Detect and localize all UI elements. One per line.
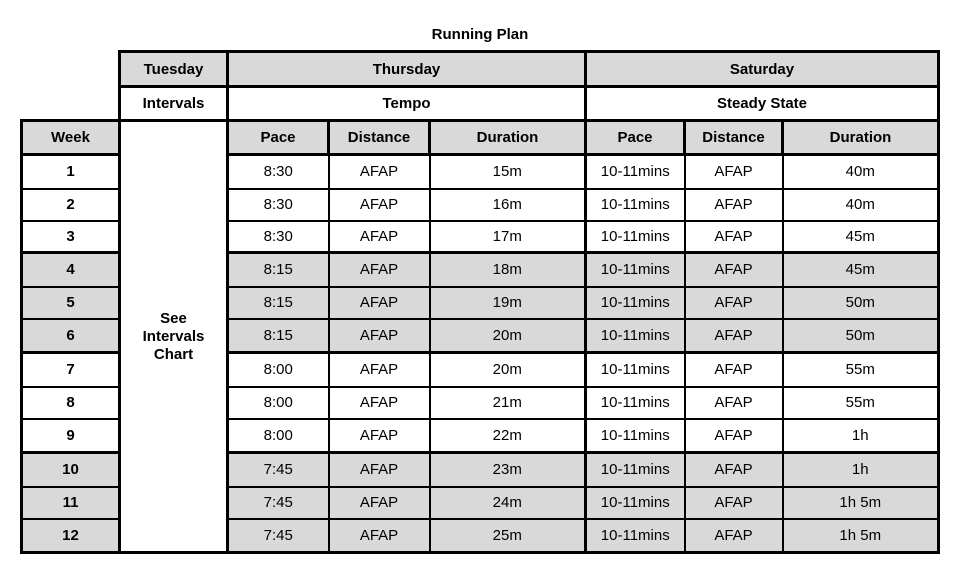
saturday-duration-cell: 55m <box>783 353 939 387</box>
saturday-pace-cell: 10-11mins <box>586 387 685 419</box>
saturday-distance-cell: AFAP <box>685 353 783 387</box>
corner-blank <box>22 87 120 121</box>
week-cell: 4 <box>22 253 120 287</box>
column-header-saturday-distance: Distance <box>685 121 783 155</box>
saturday-pace-cell: 10-11mins <box>586 221 685 253</box>
thursday-duration-cell: 25m <box>430 519 586 553</box>
thursday-pace-cell: 8:30 <box>228 189 329 221</box>
saturday-distance-cell: AFAP <box>685 487 783 519</box>
saturday-pace-cell: 10-11mins <box>586 519 685 553</box>
type-header-tempo: Tempo <box>228 87 586 121</box>
tuesday-note-text: See Intervals Chart <box>142 309 205 363</box>
week-cell: 3 <box>22 221 120 253</box>
saturday-duration-cell: 45m <box>783 221 939 253</box>
thursday-distance-cell: AFAP <box>329 287 430 319</box>
thursday-distance-cell: AFAP <box>329 519 430 553</box>
saturday-pace-cell: 10-11mins <box>586 353 685 387</box>
thursday-distance-cell: AFAP <box>329 253 430 287</box>
tuesday-intervals-note <box>120 121 228 553</box>
saturday-pace-cell: 10-11mins <box>586 487 685 519</box>
thursday-pace-cell: 7:45 <box>228 487 329 519</box>
thursday-duration-cell: 17m <box>430 221 586 253</box>
thursday-distance-cell: AFAP <box>329 221 430 253</box>
week-cell: 7 <box>22 353 120 387</box>
thursday-distance-cell: AFAP <box>329 189 430 221</box>
saturday-pace-cell: 10-11mins <box>586 453 685 487</box>
page-title: Running Plan <box>431 26 529 43</box>
week-cell: 11 <box>22 487 120 519</box>
thursday-distance-cell: AFAP <box>329 387 430 419</box>
saturday-distance-cell: AFAP <box>685 319 783 353</box>
day-header-tuesday: Tuesday <box>120 52 228 87</box>
thursday-distance-cell: AFAP <box>329 353 430 387</box>
saturday-distance-cell: AFAP <box>685 287 783 319</box>
week-cell: 9 <box>22 419 120 453</box>
thursday-pace-cell: 8:00 <box>228 419 329 453</box>
week-cell: 8 <box>22 387 120 419</box>
saturday-distance-cell: AFAP <box>685 387 783 419</box>
day-header-thursday: Thursday <box>228 52 586 87</box>
saturday-distance-cell: AFAP <box>685 519 783 553</box>
saturday-distance-cell: AFAP <box>685 419 783 453</box>
thursday-pace-cell: 8:15 <box>228 287 329 319</box>
thursday-distance-cell: AFAP <box>329 487 430 519</box>
thursday-pace-cell: 8:00 <box>228 353 329 387</box>
column-header-saturday-pace: Pace <box>586 121 685 155</box>
saturday-pace-cell: 10-11mins <box>586 287 685 319</box>
saturday-duration-cell: 45m <box>783 253 939 287</box>
thursday-pace-cell: 8:30 <box>228 221 329 253</box>
saturday-duration-cell: 50m <box>783 319 939 353</box>
saturday-duration-cell: 40m <box>783 155 939 189</box>
thursday-duration-cell: 15m <box>430 155 586 189</box>
thursday-duration-cell: 21m <box>430 387 586 419</box>
saturday-distance-cell: AFAP <box>685 253 783 287</box>
week-cell: 5 <box>22 287 120 319</box>
thursday-pace-cell: 7:45 <box>228 453 329 487</box>
thursday-distance-cell: AFAP <box>329 419 430 453</box>
type-header-intervals: Intervals <box>120 87 228 121</box>
thursday-pace-cell: 8:15 <box>228 319 329 353</box>
saturday-pace-cell: 10-11mins <box>586 319 685 353</box>
week-cell: 10 <box>22 453 120 487</box>
saturday-distance-cell: AFAP <box>685 155 783 189</box>
saturday-duration-cell: 40m <box>783 189 939 221</box>
saturday-pace-cell: 10-11mins <box>586 155 685 189</box>
thursday-distance-cell: AFAP <box>329 155 430 189</box>
thursday-duration-cell: 16m <box>430 189 586 221</box>
saturday-pace-cell: 10-11mins <box>586 189 685 221</box>
type-header-steady-state: Steady State <box>586 87 939 121</box>
week-cell: 12 <box>22 519 120 553</box>
week-cell: 2 <box>22 189 120 221</box>
thursday-distance-cell: AFAP <box>329 453 430 487</box>
saturday-distance-cell: AFAP <box>685 453 783 487</box>
thursday-duration-cell: 20m <box>430 319 586 353</box>
thursday-distance-cell: AFAP <box>329 319 430 353</box>
day-header-saturday: Saturday <box>586 52 939 87</box>
thursday-duration-cell: 19m <box>430 287 586 319</box>
corner-blank <box>22 52 120 87</box>
week-cell: 6 <box>22 319 120 353</box>
thursday-pace-cell: 8:30 <box>228 155 329 189</box>
thursday-pace-cell: 8:15 <box>228 253 329 287</box>
saturday-duration-cell: 50m <box>783 287 939 319</box>
thursday-duration-cell: 24m <box>430 487 586 519</box>
thursday-pace-cell: 8:00 <box>228 387 329 419</box>
week-cell: 1 <box>22 155 120 189</box>
column-header-thursday-pace: Pace <box>228 121 329 155</box>
saturday-pace-cell: 10-11mins <box>586 253 685 287</box>
column-header-thursday-duration: Duration <box>430 121 586 155</box>
running-plan-table <box>20 50 940 554</box>
saturday-pace-cell: 10-11mins <box>586 419 685 453</box>
thursday-duration-cell: 18m <box>430 253 586 287</box>
saturday-duration-cell: 1h 5m <box>783 487 939 519</box>
thursday-pace-cell: 7:45 <box>228 519 329 553</box>
thursday-duration-cell: 23m <box>430 453 586 487</box>
saturday-duration-cell: 1h <box>783 453 939 487</box>
column-header-week: Week <box>22 121 120 155</box>
saturday-duration-cell: 1h <box>783 419 939 453</box>
saturday-distance-cell: AFAP <box>685 221 783 253</box>
thursday-duration-cell: 22m <box>430 419 586 453</box>
thursday-duration-cell: 20m <box>430 353 586 387</box>
saturday-duration-cell: 1h 5m <box>783 519 939 553</box>
saturday-duration-cell: 55m <box>783 387 939 419</box>
saturday-distance-cell: AFAP <box>685 189 783 221</box>
column-header-thursday-distance: Distance <box>329 121 430 155</box>
column-header-saturday-duration: Duration <box>783 121 939 155</box>
